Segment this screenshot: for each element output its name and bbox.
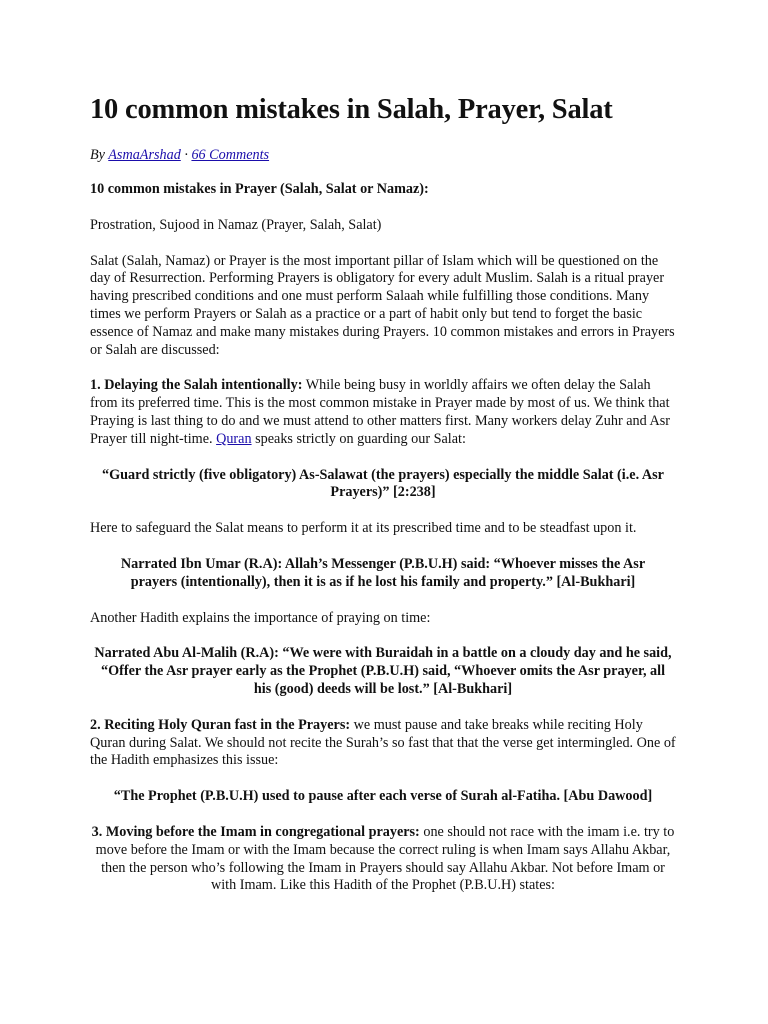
byline-prefix: By [90, 147, 109, 163]
point-1-text-end: speaks strictly on guarding our Salat: [251, 430, 466, 447]
abu-dawood-quote: “The Prophet (P.B.U.H) used to pause after each verse of Surah al-Fatiha. [Abu Dawood] [113, 788, 653, 805]
point-3-paragraph [90, 824, 676, 895]
intro-paragraph: Salat (Salah, Namaz) or Prayer is the most important pillar of Islam which will be questioned on the day of Resurrection. Performing Prayers is obligatory for every adult Muslim. Salah is a ritual prayer having prescribed conditions and one must perform Salaah while fulfilling those conditions. Many times we perform Prayers or Salah as a practice or a part of habit only but tend to forget the basic essence of Namaz and make many mistakes during Prayers. 10 common mistakes and errors in Prayers or Salah are discussed: [90, 252, 675, 358]
comments-link[interactable]: 66 Comments [191, 147, 270, 163]
hadith-abu-al-malih: Narrated Abu Al-Malih (R.A): “We were with Buraidah in a battle on a cloudy day and he said, “Offer the Asr prayer early as the Prophet (P.B.U.H) said, “Whoever omits the Asr prayer, all his (good) deeds will be lost.” [Al-Bukhari] [94, 645, 672, 697]
point-3-text: one should not race with the imam i.e. try to move before the Imam or with the Imam because the correct ruling is when Imam says Allahu Akbar, then the person who’s following the Imam in Prayers should say Allahu Akbar. Not before Imam or with Imam. Like this Hadith of the Prophet (P.B.U.H) states: [95, 823, 675, 894]
quran-link[interactable]: Quran [216, 430, 252, 447]
page-title: 10 common mistakes in Salah, Prayer, Salat [90, 94, 613, 125]
hadith-ibn-umar: Narrated Ibn Umar (R.A): Allah’s Messenger (P.B.U.H) said: “Whoever misses the Asr prayers (intentionally), then it is as if he lost his family and property.” [Al-Bukhari] [120, 555, 646, 590]
point-2-text: we must pause and take breaks while reciting Holy Quran during Salat. We should not recite the Surah’s so fast that that the verse get intermingled. One of the Hadith emphasizes this issue: [90, 716, 676, 769]
point-1-heading: 1. Delaying the Salah intentionally: [90, 377, 303, 394]
quran-quote: “Guard strictly (five obligatory) As-Salawat (the prayers) especially the middle Salat (i.e. Asr Prayers)” [2:238] [102, 466, 664, 501]
article [90, 92, 676, 895]
point-3-heading: 3. Moving before the Imam in congregational prayers: [91, 823, 420, 840]
byline [90, 146, 676, 164]
explanation-paragraph: Here to safeguard the Salat means to perform it at its prescribed time and to be steadfast upon it. [90, 520, 637, 537]
point-1-paragraph [90, 377, 676, 448]
byline-separator: · [180, 147, 192, 163]
subheading: 10 common mistakes in Prayer (Salah, Salat or Namaz): [90, 181, 429, 197]
another-hadith-intro: Another Hadith explains the importance of praying on time: [90, 609, 431, 626]
point-2-heading: 2. Reciting Holy Quran fast in the Prayers: [90, 716, 351, 733]
image-caption: Prostration, Sujood in Namaz (Prayer, Salah, Salat) [90, 216, 382, 233]
point-1-text: While being busy in worldly affairs we often delay the Salah from its preferred time. This is the most common mistake in Prayer made by most of us. We think that Praying is last thing to do and we must attend to other matters first. Many workers delay Zuhr and Asr Prayer till night-time. [90, 377, 671, 447]
author-link[interactable]: AsmaArshad [108, 147, 181, 163]
point-2-paragraph [90, 717, 676, 770]
